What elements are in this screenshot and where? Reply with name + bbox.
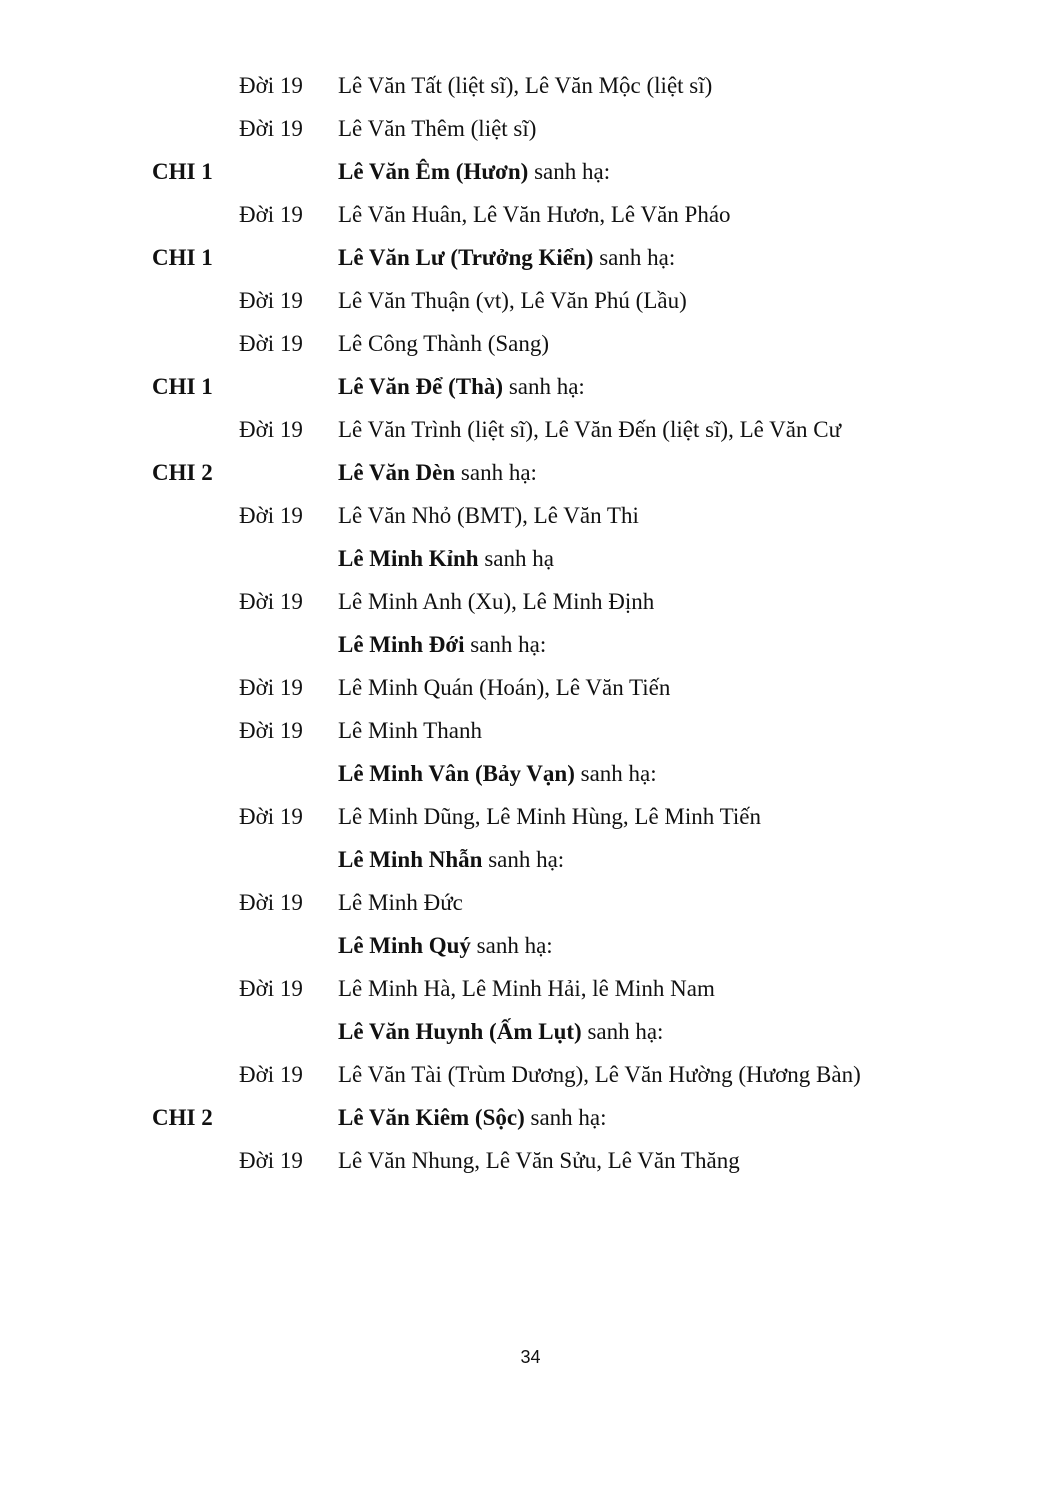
descendants-text: Lê Minh Đức: [338, 890, 463, 915]
generation-label: Đời 19: [239, 73, 303, 98]
descendants-text: Lê Minh Quán (Hoán), Lê Văn Tiến: [338, 675, 671, 700]
branch-label: CHI 1: [152, 245, 213, 270]
parent-suffix: sanh hạ:: [528, 159, 611, 184]
generation-label: Đời 19: [239, 116, 303, 141]
parent-entry: [338, 367, 585, 407]
parent-suffix: sanh hạ:: [581, 1019, 664, 1044]
descendants-text: Lê Văn Thêm (liệt sĩ): [338, 116, 537, 141]
generation-label: Đời 19: [239, 202, 303, 227]
generation-label: Đời 19: [239, 718, 303, 743]
descendants-text: Lê Minh Thanh: [338, 718, 482, 743]
genealogy-line-7: [0, 324, 1061, 364]
parent-heading-23: [0, 1012, 1061, 1052]
parent-entry: [338, 1012, 663, 1052]
descendants-text: Lê Minh Anh (Xu), Lê Minh Định: [338, 589, 655, 614]
branch-heading-3: [0, 367, 1061, 407]
genealogy-line-15: [0, 668, 1061, 708]
parent-entry: [338, 1098, 607, 1138]
generation-label: Đời 19: [239, 1062, 303, 1087]
genealogy-line-6: [0, 281, 1061, 321]
parent-name: Lê Minh Đới: [338, 632, 465, 657]
branch-heading-2: [0, 238, 1061, 278]
parent-suffix: sanh hạ:: [470, 933, 553, 958]
genealogy-line-24: [0, 1055, 1061, 1095]
descendants-text: Lê Văn Nhung, Lê Văn Sửu, Lê Văn Thăng: [338, 1148, 740, 1173]
descendants-text: Lê Văn Tất (liệt sĩ), Lê Văn Mộc (liệt sĩ): [338, 73, 713, 98]
genealogy-line-1: [0, 66, 1061, 106]
parent-entry: [338, 539, 554, 579]
parent-suffix: sanh hạ:: [593, 245, 676, 270]
descendants-text: Lê Văn Tài (Trùm Dương), Lê Văn Hường (Hương Bàn): [338, 1062, 861, 1087]
parent-name: Lê Minh Vân (Bảy Vạn): [338, 761, 575, 786]
parent-name: Lê Văn Êm (Hươn): [338, 159, 529, 184]
genealogy-line-26: [0, 1141, 1061, 1181]
parent-entry: [338, 926, 553, 966]
branch-label: CHI 1: [152, 159, 213, 184]
parent-entry: [338, 453, 537, 493]
parent-heading-12: [0, 539, 1061, 579]
genealogy-line-16: [0, 711, 1061, 751]
parent-suffix: sanh hạ:: [455, 460, 537, 485]
parent-name: Lê Văn Dèn: [338, 460, 456, 485]
branch-label: CHI 2: [152, 460, 213, 485]
parent-entry: [338, 840, 564, 880]
genealogy-line-11: [0, 496, 1061, 536]
parent-suffix: sanh hạ:: [574, 761, 657, 786]
genealogy-line-2: [0, 109, 1061, 149]
generation-label: Đời 19: [239, 890, 303, 915]
parent-heading-19: [0, 840, 1061, 880]
generation-label: Đời 19: [239, 675, 303, 700]
genealogy-line-9: [0, 410, 1061, 450]
page-number: 34: [520, 1347, 541, 1367]
parent-entry: [338, 754, 657, 794]
descendants-text: Lê Minh Dũng, Lê Minh Hùng, Lê Minh Tiến: [338, 804, 761, 829]
parent-heading-21: [0, 926, 1061, 966]
genealogy-line-4: [0, 195, 1061, 235]
genealogy-line-13: [0, 582, 1061, 622]
parent-suffix: sanh hạ:: [503, 374, 585, 399]
descendants-text: Lê Minh Hà, Lê Minh Hải, lê Minh Nam: [338, 976, 715, 1001]
branch-label: CHI 2: [152, 1105, 213, 1130]
genealogy-line-22: [0, 969, 1061, 1009]
parent-name: Lê Minh Quý: [338, 933, 471, 958]
generation-label: Đời 19: [239, 976, 303, 1001]
parent-entry: [338, 625, 546, 665]
parent-entry: [338, 152, 610, 192]
branch-heading-1: [0, 152, 1061, 192]
genealogy-line-18: [0, 797, 1061, 837]
parent-heading-14: [0, 625, 1061, 665]
generation-label: Đời 19: [239, 804, 303, 829]
branch-heading-4: [0, 453, 1061, 493]
descendants-text: Lê Văn Nhỏ (BMT), Lê Văn Thi: [338, 503, 639, 528]
generation-label: Đời 19: [239, 589, 303, 614]
parent-suffix: sanh hạ:: [464, 632, 547, 657]
parent-suffix: sanh hạ:: [524, 1105, 607, 1130]
parent-name: Lê Minh Nhẫn: [338, 847, 483, 872]
generation-label: Đời 19: [239, 288, 303, 313]
parent-name: Lê Minh Kỉnh: [338, 546, 479, 571]
branch-label: CHI 1: [152, 374, 213, 399]
generation-label: Đời 19: [239, 417, 303, 442]
descendants-text: Lê Công Thành (Sang): [338, 331, 550, 356]
branch-heading-5: [0, 1098, 1061, 1138]
descendants-text: Lê Văn Trình (liệt sĩ), Lê Văn Đến (liệt sĩ), Lê Văn Cư: [338, 417, 842, 442]
descendants-text: Lê Văn Thuận (vt), Lê Văn Phú (Lầu): [338, 288, 687, 313]
descendants-text: Lê Văn Huân, Lê Văn Hươn, Lê Văn Pháo: [338, 202, 731, 227]
generation-label: Đời 19: [239, 331, 303, 356]
parent-suffix: sanh hạ:: [482, 847, 565, 872]
generation-label: Đời 19: [239, 1148, 303, 1173]
parent-name: Lê Văn Huynh (Ấm Lụt): [338, 1019, 582, 1044]
genealogy-line-20: [0, 883, 1061, 923]
parent-heading-17: [0, 754, 1061, 794]
parent-suffix: sanh hạ: [478, 546, 554, 571]
parent-name: Lê Văn Lư (Trưởng Kiển): [338, 245, 594, 270]
generation-label: Đời 19: [239, 503, 303, 528]
parent-name: Lê Văn Kiêm (Sộc): [338, 1105, 525, 1130]
parent-name: Lê Văn Để (Thà): [338, 374, 504, 399]
parent-entry: [338, 238, 675, 278]
